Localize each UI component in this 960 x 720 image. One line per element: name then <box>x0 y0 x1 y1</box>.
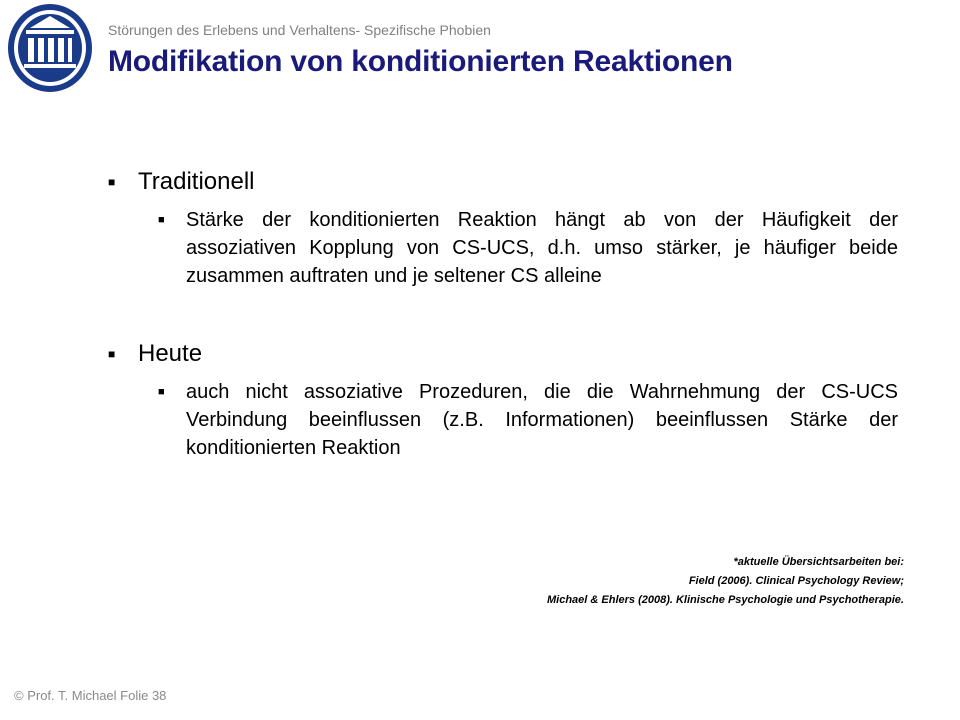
square-bullet-icon: ■ <box>108 347 116 361</box>
reference-line: Michael & Ehlers (2008). Klinische Psychologie und Psychotherapie. <box>546 594 904 606</box>
square-bullet-icon: ■ <box>108 175 116 189</box>
section-item <box>158 378 908 462</box>
university-logo <box>4 2 96 94</box>
section-item-text: Stärke der konditionierten Reaktion hängt ab von der Häufigkeit der assoziativen Kopplung von CS-UCS, d.h. umso stärker, je häufiger beide zusammen auftraten und je seltener CS alleine <box>186 209 898 287</box>
section-heading-text: Heute <box>138 340 203 367</box>
square-bullet-icon: ■ <box>158 386 165 398</box>
reference-line: *aktuelle Übersichtsarbeiten bei: <box>733 556 904 568</box>
section-heading <box>108 166 908 198</box>
slide-content <box>108 166 908 462</box>
section-heading-text: Traditionell <box>138 168 255 195</box>
reference-line: Field (2006). Clinical Psychology Review; <box>688 575 904 587</box>
slide-subtitle: Störungen des Erlebens und Verhaltens- Spezifische Phobien <box>108 22 491 38</box>
references <box>547 553 904 610</box>
slide-title: Modifikation von konditionierten Reaktionen <box>108 45 733 78</box>
section-item <box>158 206 908 290</box>
slide-footer: © Prof. T. Michael Folie 38 <box>14 688 167 703</box>
section-heading <box>108 338 908 370</box>
section-item-text: auch nicht assoziative Prozeduren, die die Wahrnehmung der CS-UCS Verbindung beeinflussen (z.B. Informationen) beeinflussen Stärke der konditionierten Reaktion <box>186 381 898 459</box>
square-bullet-icon: ■ <box>158 214 165 226</box>
